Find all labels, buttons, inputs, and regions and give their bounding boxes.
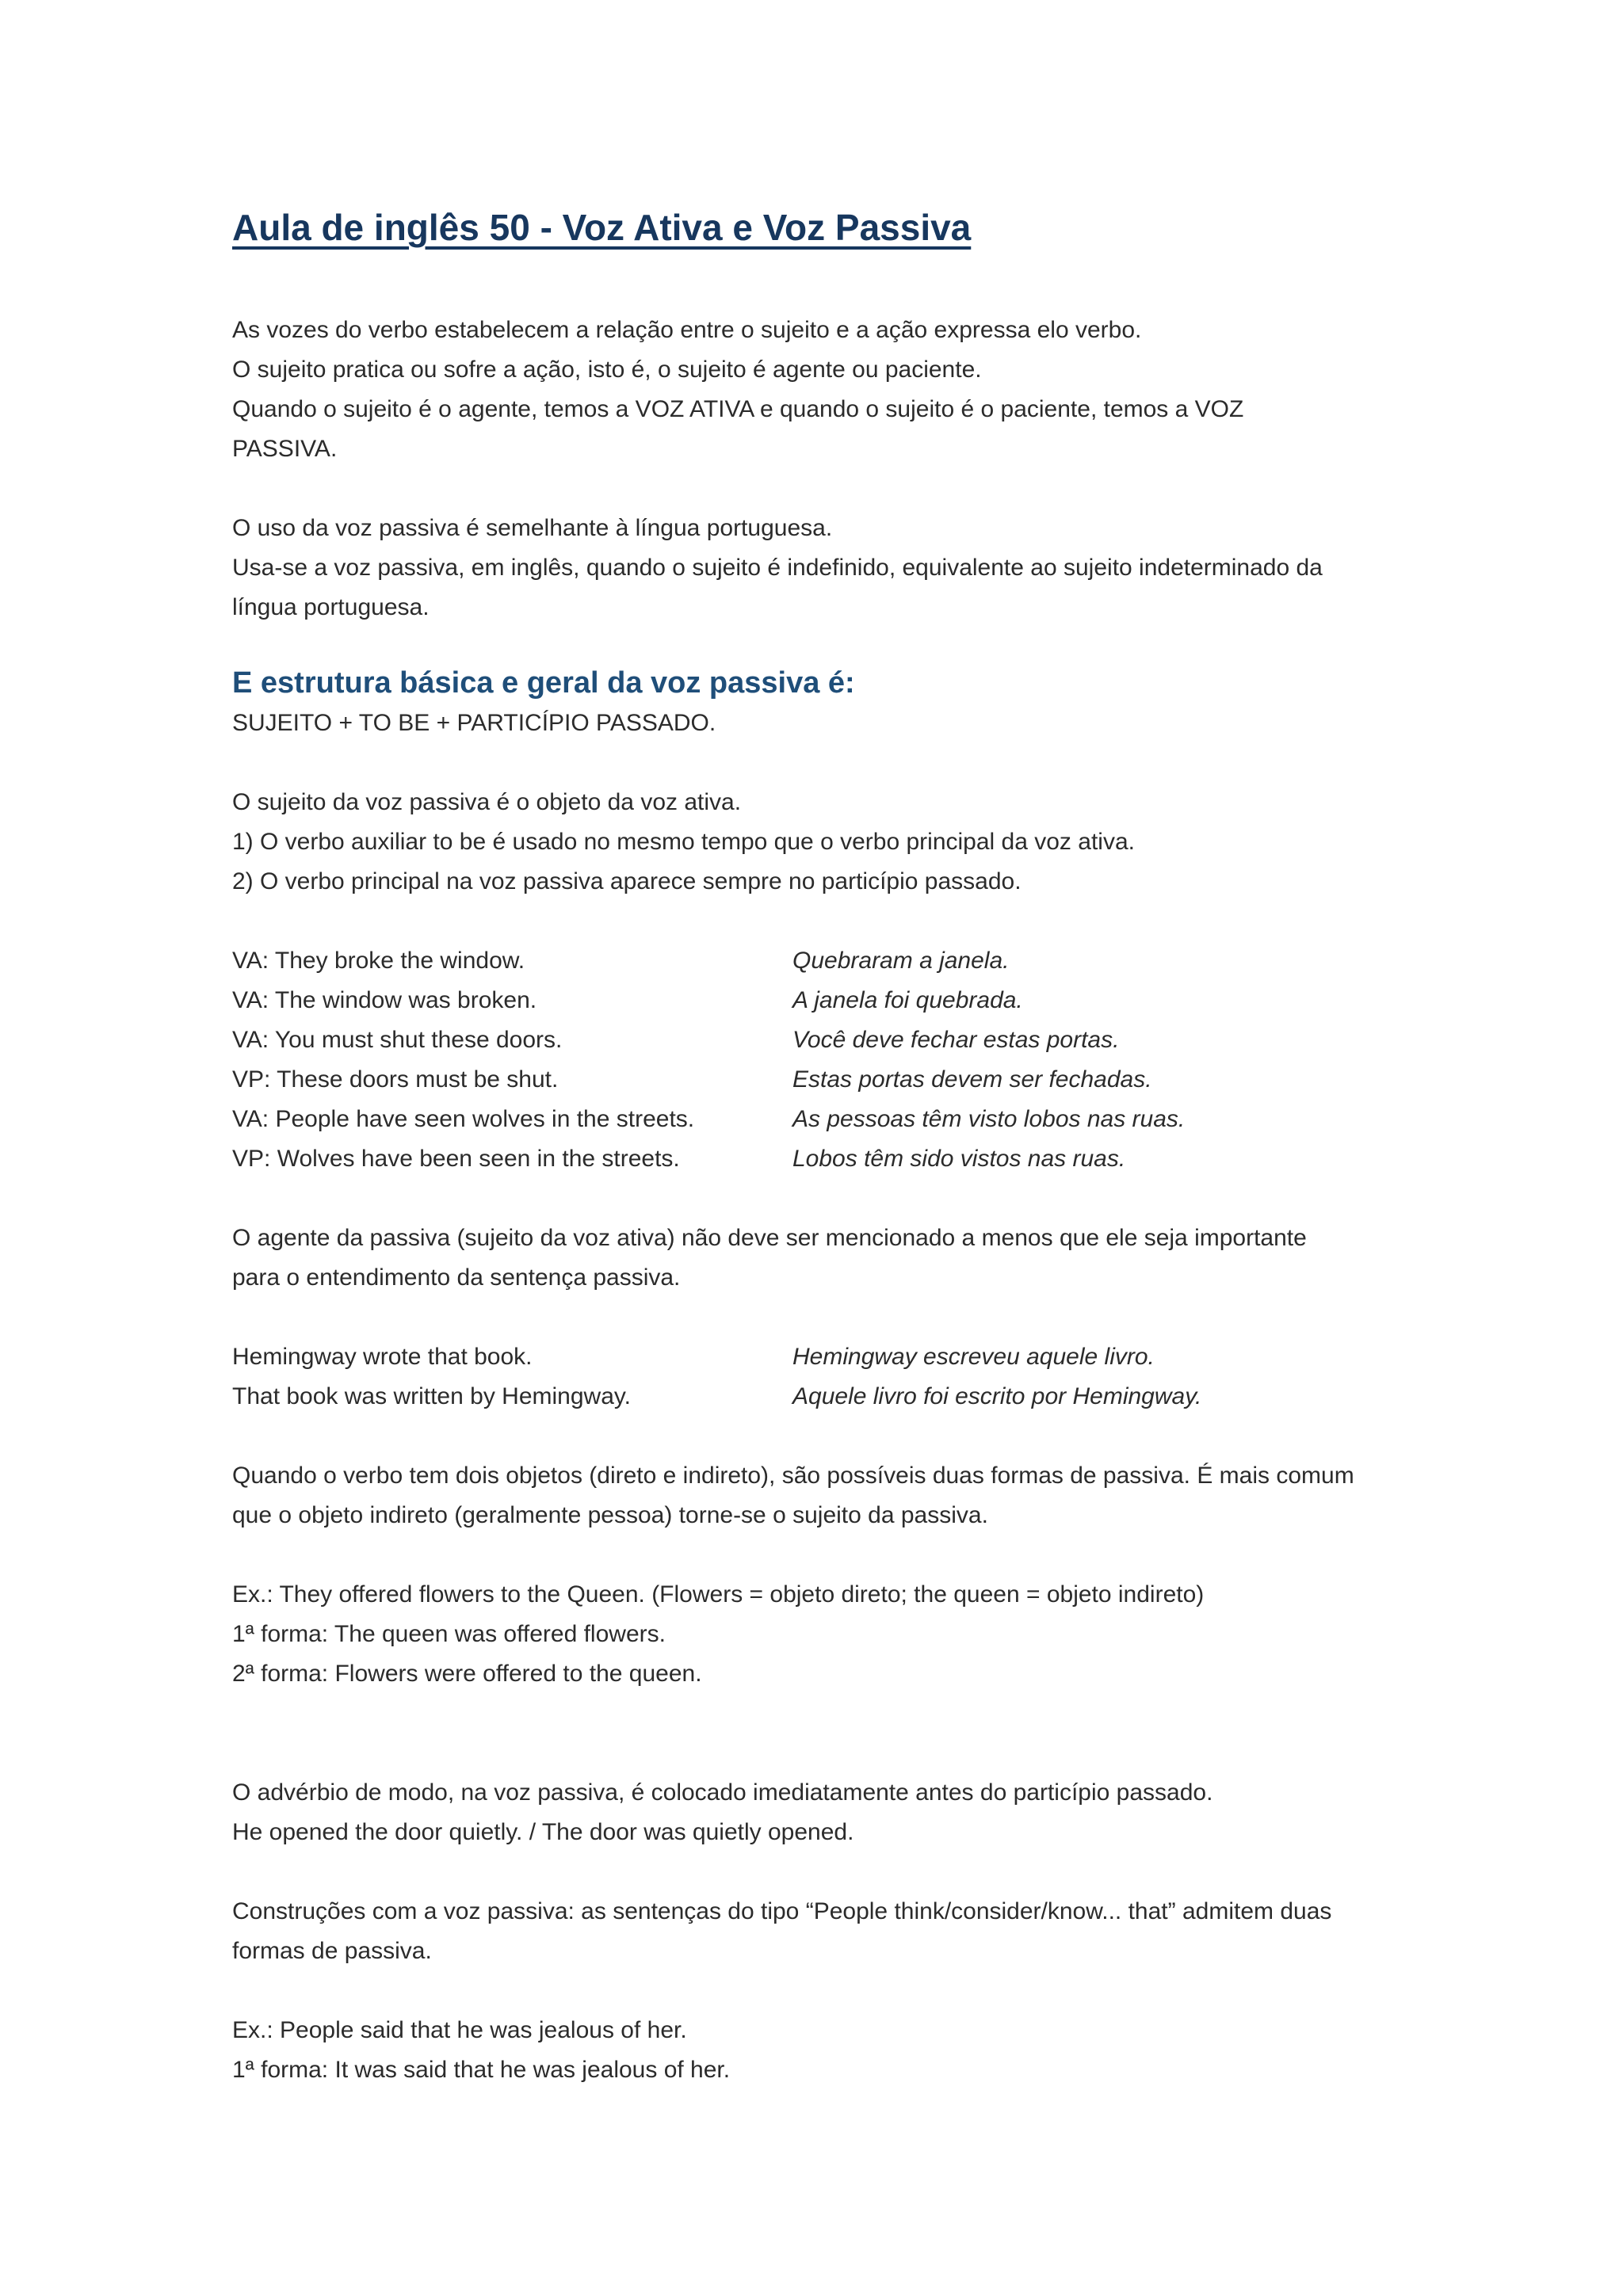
example-row	[232, 1060, 1397, 1100]
queen-example-line: 1ª forma: The queen was offered flowers.	[232, 1621, 666, 1647]
hemingway-table	[232, 1337, 1397, 1417]
queen-example-line: 2ª forma: Flowers were offered to the queen.	[232, 1661, 702, 1687]
example-portuguese: Quebraram a janela.	[792, 948, 1010, 974]
example-english: That book was written by Hemingway.	[232, 1383, 631, 1409]
example-row	[232, 1337, 1397, 1377]
example-portuguese: As pessoas têm visto lobos nas ruas.	[792, 1106, 1186, 1132]
example-english: VA: They broke the window.	[232, 948, 525, 974]
rule-line: O sujeito da voz passiva é o objeto da voz ativa.	[232, 789, 742, 815]
example-portuguese: A janela foi quebrada.	[792, 987, 1023, 1013]
example-portuguese: Aquele livro foi escrito por Hemingway.	[792, 1383, 1202, 1409]
example-english: VA: People have seen wolves in the streets.	[232, 1106, 695, 1132]
constructions-line: Construções com a voz passiva: as sentenças do tipo “People think/consider/know... that” admitem duas	[232, 1898, 1332, 1924]
example-row	[232, 1377, 1397, 1417]
example-english: VP: These doors must be shut.	[232, 1066, 559, 1093]
example-portuguese: Estas portas devem ser fechadas.	[792, 1066, 1152, 1093]
constructions-line: formas de passiva.	[232, 1938, 432, 1964]
queen-example-paragraph	[232, 1575, 1397, 1694]
usage-paragraph	[232, 509, 1397, 627]
example-english: Hemingway wrote that book.	[232, 1344, 533, 1370]
agent-line: O agente da passiva (sujeito da voz ativa) não deve ser mencionado a menos que ele seja importante	[232, 1225, 1307, 1251]
agent-line: para o entendimento da sentença passiva.	[232, 1264, 681, 1291]
examples-table	[232, 941, 1397, 1179]
rule-line: 2) O verbo principal na voz passiva aparece sempre no particípio passado.	[232, 868, 1022, 894]
two-objects-line: que o objeto indireto (geralmente pessoa) torne-se o sujeito da passiva.	[232, 1502, 988, 1528]
example-row	[232, 1020, 1397, 1060]
jealous-example-paragraph	[232, 2011, 1397, 2090]
example-english: VA: The window was broken.	[232, 987, 537, 1013]
intro-paragraph	[232, 311, 1397, 469]
jealous-example-line: 1ª forma: It was said that he was jealous of her.	[232, 2057, 731, 2083]
adverb-paragraph	[232, 1773, 1397, 1852]
usage-line: língua portuguesa.	[232, 594, 430, 620]
example-portuguese: Você deve fechar estas portas.	[792, 1027, 1120, 1053]
page-title: Aula de inglês 50 - Voz Ativa e Voz Passiva	[232, 207, 972, 248]
adverb-line: O advérbio de modo, na voz passiva, é colocado imediatamente antes do particípio passado.	[232, 1779, 1213, 1806]
structure-formula: SUJEITO + TO BE + PARTICÍPIO PASSADO.	[232, 710, 716, 736]
example-portuguese: Lobos têm sido vistos nas ruas.	[792, 1146, 1126, 1172]
intro-line: As vozes do verbo estabelecem a relação entre o sujeito e a ação expressa elo verbo.	[232, 317, 1142, 343]
agent-paragraph	[232, 1219, 1397, 1298]
intro-line: PASSIVA.	[232, 436, 338, 462]
usage-line: Usa-se a voz passiva, em inglês, quando o sujeito é indefinido, equivalente ao sujeito indeterminado da	[232, 555, 1323, 581]
example-row	[232, 981, 1397, 1020]
example-english: VA: You must shut these doors.	[232, 1027, 563, 1053]
example-row	[232, 1139, 1397, 1179]
intro-line: O sujeito pratica ou sofre a ação, isto é, o sujeito é agente ou paciente.	[232, 357, 982, 383]
queen-example-line: Ex.: They offered flowers to the Queen. (Flowers = objeto direto; the queen = objeto indireto)	[232, 1581, 1205, 1608]
adverb-line: He opened the door quietly. / The door was quietly opened.	[232, 1819, 854, 1845]
jealous-example-line: Ex.: People said that he was jealous of her.	[232, 2017, 687, 2043]
example-english: VP: Wolves have been seen in the streets.	[232, 1146, 680, 1172]
constructions-paragraph	[232, 1892, 1397, 1971]
rule-line: 1) O verbo auxiliar to be é usado no mesmo tempo que o verbo principal da voz ativa.	[232, 829, 1135, 855]
example-row	[232, 1100, 1397, 1139]
document-page	[232, 204, 1397, 2090]
example-row	[232, 941, 1397, 981]
two-objects-paragraph	[232, 1456, 1397, 1535]
structure-heading: E estrutura básica e geral da voz passiva é:	[232, 666, 855, 700]
intro-line: Quando o sujeito é o agente, temos a VOZ ATIVA e quando o sujeito é o paciente, temos a VOZ	[232, 396, 1244, 422]
example-portuguese: Hemingway escreveu aquele livro.	[792, 1344, 1155, 1370]
usage-line: O uso da voz passiva é semelhante à língua portuguesa.	[232, 515, 833, 541]
two-objects-line: Quando o verbo tem dois objetos (direto e indireto), são possíveis duas formas de passiva. É mais comum	[232, 1463, 1354, 1489]
rules-paragraph	[232, 783, 1397, 902]
